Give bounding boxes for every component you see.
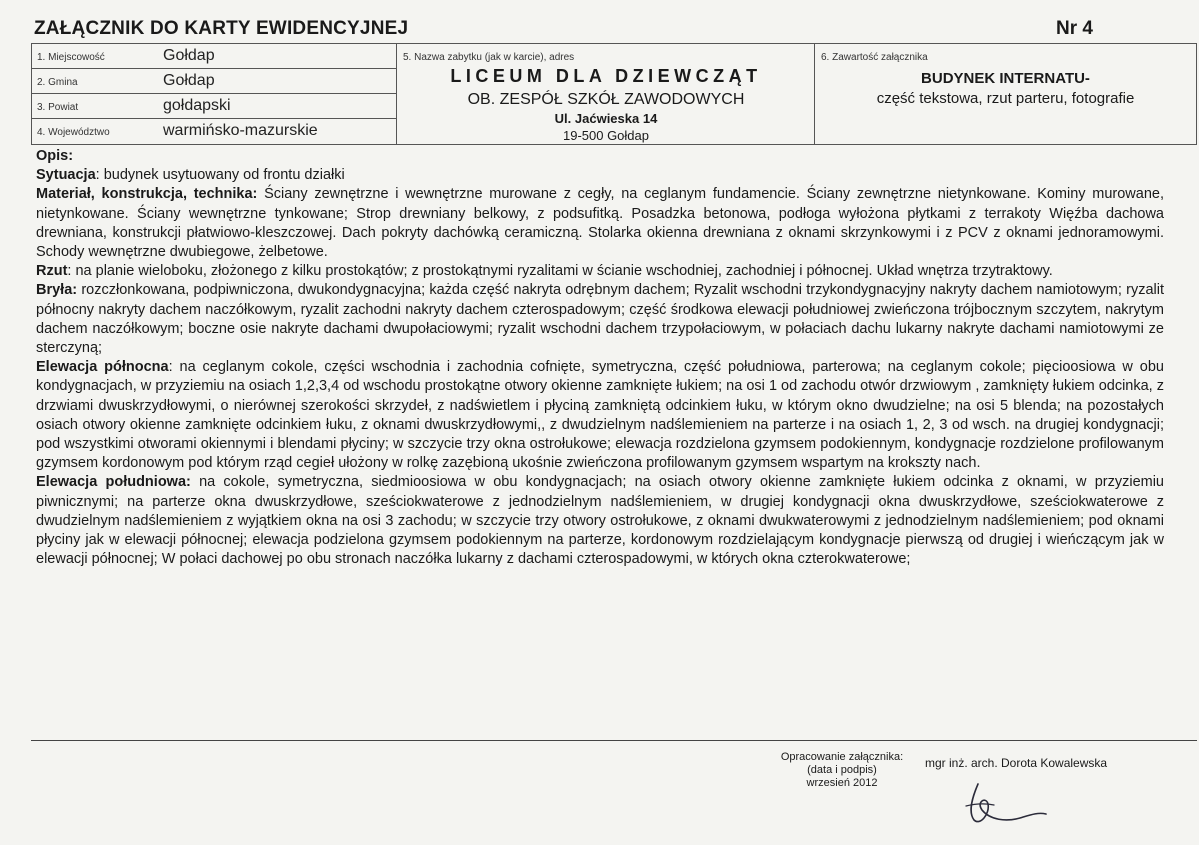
location-row xyxy=(32,94,396,119)
monument-city: 19-500 Gołdap xyxy=(562,128,649,143)
location-label: 2. Gmina xyxy=(37,77,78,88)
prepared-label: Opracowanie załącznika: xyxy=(780,751,904,763)
paragraph-text: Ściany zewnętrzne i wewnętrzne murowane z cegły, na ceglanym fundamencie. Ściany zewnętrzne nietynkowane. Kominy murowane, nietynkowane. Ściany wewnętrzne tynkowane; Strop drewniany belkowy, z podsufitką. Posadzka betonowa, podłoga wyłożona płytkami z terrakoty Więźba dachowa drewniana, konstrukcji płatwiowo-kleszczowej. Dach pokryty dachówką ceramiczną. Stolarka okienna drewniana z oknami skrzynkowymi i z PCV z oknami jednoramowymi. Schody wewnętrzne dwubiegowe, żelbetowe. xyxy=(36,186,1165,261)
location-row xyxy=(32,69,396,94)
author-name: mgr inż. arch. Dorota Kowalewska xyxy=(925,756,1108,770)
contents-label: 6. Zawartość załącznika xyxy=(821,52,928,63)
description-heading: Opis: xyxy=(36,148,74,164)
paragraph-sep: : xyxy=(67,263,72,280)
prepared-date: wrzesień 2012 xyxy=(806,777,878,789)
location-label: 1. Miejscowość xyxy=(37,52,105,63)
paragraph-text: na ceglanym cokole, części wschodnia i zachodnia cofnięte, symetryczna, część południowa, parterowa; na ceglanym cokole; pięcioosiowa w obu kondygnacjach, w przyziemiu na osiach 1,2,3,4 od wschodu prostokątne otwory okienne zamknięte łukiem; na osi 1 od zachodu otwór drzwiowym , zamknięty łukiem odcinka, z drzwiami dwuskrzydłowymi, o nierównej szerokości skrzydeł, z nadświetlem i płyciną zamkniętą odcinkiem łuku, w którym okno dwudzielne; na osi 5 blenda; na pozostałych osiach otwory okienne zamknięte odcinkiem łuku, z oknami dwuskrzydłowymi,, z dwudzielnym nadślemieniem na parterze i na osiach 1, 2, 3 od wsch. na drugiej kondygnacji; pod wszystkimi otworami okiennymi i blendami płyciny; w szczycie trzy okna ostrołukowe; elewacja rozdzielona gzymsem podokiennym, kondygnacje rozdzielone profilowanym gzymsem kordonowym pod którym rząd cegieł ułożony w rolkę zazębioną ukośnie zwieńczona profilowanym gzymsem wspartym na krokszty nach. xyxy=(36,359,1164,472)
paragraph-term: Elewacja północna xyxy=(36,359,169,376)
description-paragraph xyxy=(36,262,1164,281)
paragraph-text: rozczłonkowana, podpiwniczona, dwukondygnacyjna; każda część nakryta odrębnym dachem; Ryzalit wschodni trzykondygnacyjny nakryty dachem namiotowym; ryzalit północny nakryty dachem naczółkowym, ryzalit zachodni nakryty dachem czterospadowym; część środkowa elewacji południowej zwieńczona trójbocznym szczytem, nakrytym dachem naczółkowym; boczne osie nakryte dachami dwupołaciowymi; ryzalit wschodni dachem trzypołaciowym, w połaciach dachu lukarny nakryte dachami namiotowymi ze sterczyną; xyxy=(36,282,1164,357)
description-paragraph xyxy=(36,166,1164,185)
location-label: 3. Powiat xyxy=(37,102,79,113)
monument-street: Ul. Jaćwieska 14 xyxy=(554,111,658,126)
paragraph-term: Bryła: xyxy=(36,282,78,299)
header-table xyxy=(31,43,1197,145)
monument-column xyxy=(397,44,815,144)
location-row xyxy=(32,44,396,69)
paragraph-text: na cokole, symetryczna, siedmioosiowa w obu kondygnacjach; na osiach otwory okienne zamknięte łukiem odcinka z oknami, w przyziemiu piwnicznymi; na parterze okna dwuskrzydłowe, sześciokwaterowe z jednodzielnym nadślemieniem, w drugiej kondygnacji okna dwuskrzydłowe, sześciokwaterowe z dwudzielnym nadślemieniem z wyjątkiem okna na osi 3 zachodu; w szczycie trzy otwory ostrołukowe, z oknami dwukwaterowymi z jednodzielnym nadślemieniem; pod oknami płyciny jak w elewacji północnej; elewacja podzielona gzymsem podokiennym na parterze, kordonowym rozdzielającym kondygnacje pierwszą od drugiej i wieńczącym jak w elewacji północnej; W połaci dachowej po obu stronach naczółka lukarny z dachami czterospadowymi, w których okna czterokwaterowe; xyxy=(36,474,1165,568)
paragraph-term: Sytuacja xyxy=(36,167,96,184)
paragraph-sep: : xyxy=(168,359,173,376)
location-value: Gołdap xyxy=(163,72,215,89)
location-label: 4. Województwo xyxy=(37,127,110,138)
location-value: warmińsko-mazurskie xyxy=(163,122,318,139)
contents-description: część tekstowa, rzut parteru, fotografie xyxy=(876,90,1135,107)
description-paragraph xyxy=(36,281,1164,358)
paragraph-term: Rzut xyxy=(36,263,68,280)
footer-divider xyxy=(31,740,1197,741)
contents-column xyxy=(815,44,1196,144)
paragraph-term: Materiał, konstrukcja, technika: xyxy=(36,186,258,203)
prepared-by-block xyxy=(772,751,912,790)
document-title: ZAŁĄCZNIK DO KARTY EWIDENCYJNEJ xyxy=(34,18,409,39)
document-number: Nr 4 xyxy=(1056,18,1093,39)
monument-name: LICEUM DLA DZIEWCZĄT xyxy=(450,66,762,86)
paragraph-term: Elewacja południowa: xyxy=(36,474,191,491)
location-row xyxy=(32,119,396,144)
paragraph-text: na planie wieloboku, złożonego z kilku prostokątów; z prostokątnymi ryzalitami w ścianie wschodniej, zachodniej i północnej. Układ wnętrza trzytraktowy. xyxy=(71,263,1053,280)
location-value: gołdapski xyxy=(163,97,231,114)
paragraph-text: budynek usytuowany od frontu działki xyxy=(99,167,345,184)
location-value: Gołdap xyxy=(163,47,215,64)
paragraph-sep: : xyxy=(95,167,100,184)
monument-subtitle: OB. ZESPÓŁ SZKÓŁ ZAWODOWYCH xyxy=(467,91,745,108)
signature-image xyxy=(960,778,1050,828)
contents-title: BUDYNEK INTERNATU- xyxy=(921,70,1090,87)
description-body xyxy=(36,147,1164,569)
location-column xyxy=(32,44,397,144)
description-paragraph xyxy=(36,358,1164,473)
prepared-sublabel: (data i podpis) xyxy=(807,764,877,776)
description-paragraph xyxy=(36,185,1164,262)
description-paragraph xyxy=(36,473,1164,569)
monument-label: 5. Nazwa zabytku (jak w karcie), adres xyxy=(403,52,575,63)
